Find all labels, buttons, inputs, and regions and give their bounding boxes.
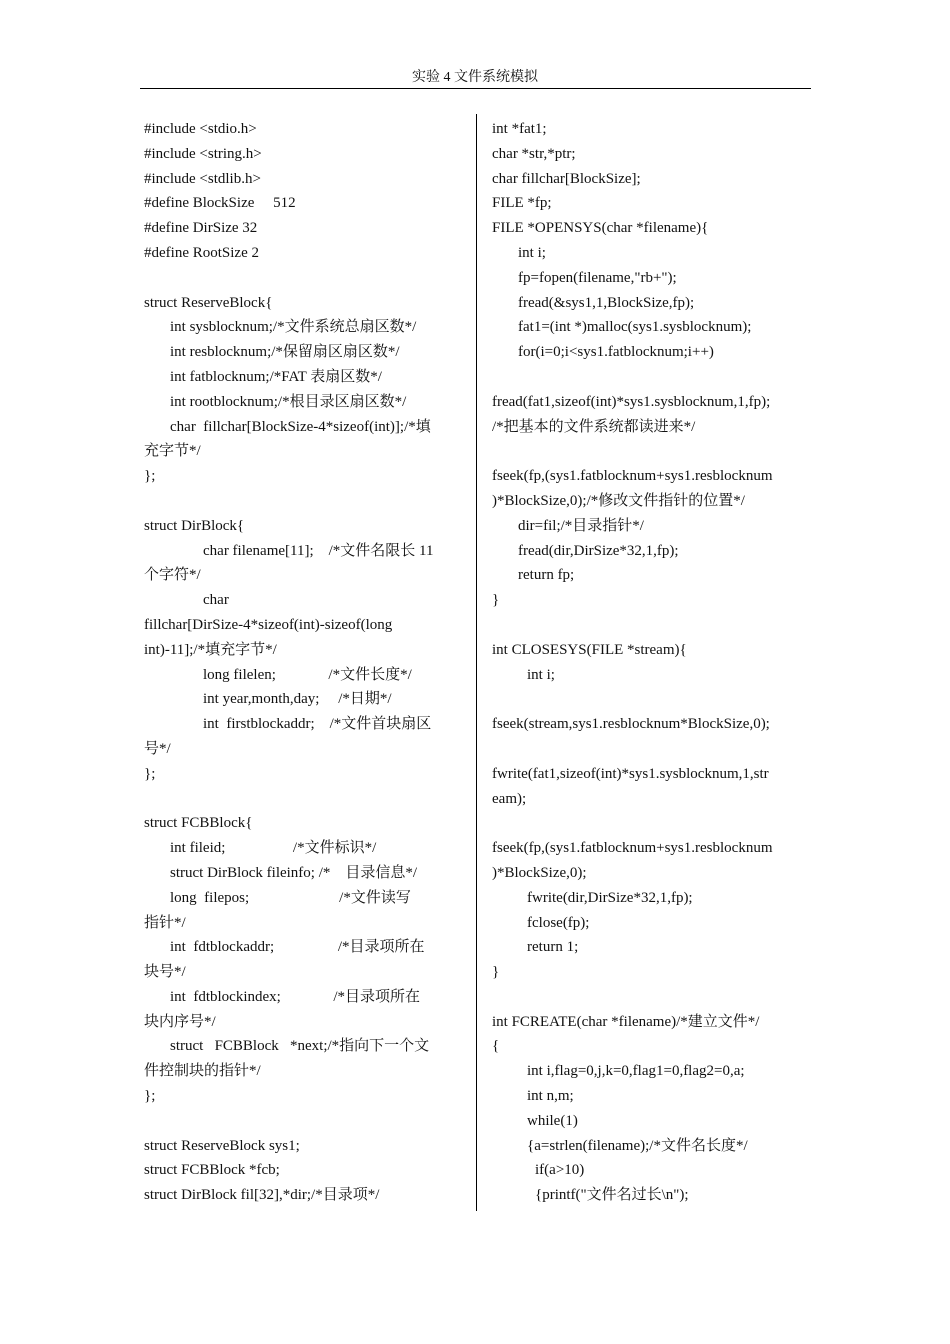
code-line [492, 439, 810, 464]
code-line: if(a>10) [535, 1162, 585, 1179]
code-line: {a=strlen(filename);/*文件名长度*/ [527, 1137, 748, 1154]
code-line [492, 985, 810, 1010]
code-line: int resblocknum;/*保留扇区扇区数*/ [170, 344, 400, 361]
code-line: #define DirSize 32 [144, 220, 258, 237]
code-line: struct DirBlock fil[32],*dir;/*目录项*/ [144, 1187, 380, 1204]
code-line: struct FCBBlock *next;/*指向下一个文 [170, 1038, 430, 1055]
code-line: int firstblockaddr; /*文件首块扇区 [203, 716, 432, 733]
code-line: fat1=(int *)malloc(sys1.sysblocknum); [518, 319, 752, 336]
code-line: int fileid; /*文件标识*/ [170, 840, 377, 857]
code-line [144, 266, 460, 291]
code-line: } [492, 964, 500, 981]
code-line: )*BlockSize,0); [492, 864, 587, 881]
code-line: #include <stdio.h> [144, 121, 257, 137]
code-line: #include <stdlib.h> [144, 170, 261, 187]
code-line: struct DirBlock fileinfo; /* 目录信息*/ [170, 864, 418, 881]
code-line: fread(dir,DirSize*32,1,fp); [518, 542, 679, 559]
code-line: int sysblocknum;/*文件系统总扇区数*/ [170, 319, 417, 336]
code-line: dir=fil;/*目录指针*/ [518, 517, 644, 534]
code-line: char *str,*ptr; [492, 145, 576, 162]
code-line: fseek(fp,(sys1.fatblocknum+sys1.resblocknum [492, 468, 773, 485]
code-column-left [144, 117, 460, 1208]
code-line: }; [144, 765, 156, 782]
code-line: char fillchar[BlockSize]; [492, 170, 641, 187]
code-line: int i; [518, 244, 546, 261]
code-line: long filepos; /*文件读写 [170, 889, 411, 906]
code-line: int i,flag=0,j,k=0,flag1=0,flag2=0,a; [527, 1063, 745, 1080]
code-line: fseek(stream,sys1.resblocknum*BlockSize,0); [492, 716, 770, 733]
code-line: 块号*/ [144, 964, 186, 981]
code-line: int n,m; [527, 1088, 574, 1105]
page-header-title: 实验 4 文件系统模拟 [412, 70, 538, 85]
code-line: fclose(fp); [527, 914, 590, 931]
code-line: 件控制块的指针*/ [144, 1063, 261, 1080]
code-line [492, 737, 810, 762]
code-line: int *fat1; [492, 121, 547, 137]
code-line [144, 489, 460, 514]
code-line: int rootblocknum;/*根目录区扇区数*/ [170, 393, 407, 410]
code-line: return fp; [518, 567, 575, 584]
code-line: }; [144, 1088, 156, 1105]
code-line: } [492, 592, 500, 609]
code-line: while(1) [527, 1112, 578, 1129]
code-line: FILE *OPENSYS(char *filename){ [492, 220, 709, 237]
code-line: struct DirBlock{ [144, 517, 245, 534]
code-line: #include <string.h> [144, 145, 262, 162]
code-line: int FCREATE(char *filename)/*建立文件*/ [492, 1013, 760, 1030]
code-line: struct ReserveBlock{ [144, 294, 273, 311]
code-line: eam); [492, 790, 527, 807]
code-line: 号*/ [144, 740, 171, 757]
code-line: fwrite(dir,DirSize*32,1,fp); [527, 889, 693, 906]
code-line: 块内序号*/ [144, 1013, 216, 1030]
code-line: /*把基本的文件系统都读进来*/ [492, 418, 696, 435]
code-line: )*BlockSize,0);/*修改文件指针的位置*/ [492, 492, 745, 509]
code-line: fseek(fp,(sys1.fatblocknum+sys1.resblocknum [492, 840, 773, 857]
code-line: int CLOSESYS(FILE *stream){ [492, 641, 687, 658]
code-line: int fdtblockindex; /*目录项所在 [170, 988, 420, 1005]
code-line: long filelen; /*文件长度*/ [203, 666, 412, 683]
code-line: int i; [527, 666, 555, 683]
header-rule [140, 88, 811, 89]
code-line: 指针*/ [144, 914, 186, 931]
code-line: char fillchar[BlockSize-4*sizeof(int)];/*填 [170, 418, 431, 435]
code-line [492, 687, 810, 712]
code-line: 个字符*/ [144, 567, 201, 584]
code-line [144, 787, 460, 812]
code-line: fp=fopen(filename,"rb+"); [518, 269, 677, 286]
code-line: }; [144, 468, 156, 485]
code-line: struct ReserveBlock sys1; [144, 1137, 300, 1154]
code-line: int)-11];/*填充字节*/ [144, 641, 277, 658]
code-line: char filename[11]; /*文件名限长 11 [203, 542, 434, 559]
code-line: #define BlockSize 512 [144, 195, 296, 212]
code-line: int fdtblockaddr; /*目录项所在 [170, 939, 425, 956]
code-line [144, 1109, 460, 1134]
code-line: 充字节*/ [144, 443, 201, 460]
code-line: return 1; [527, 939, 579, 956]
code-line: struct FCBBlock *fcb; [144, 1162, 280, 1179]
code-line: #define RootSize 2 [144, 244, 259, 261]
code-line [492, 811, 810, 836]
code-line: { [492, 1038, 500, 1055]
code-line: FILE *fp; [492, 195, 552, 212]
code-column-right [492, 117, 810, 1208]
code-line: char [203, 592, 229, 609]
code-line: fread(&sys1,1,BlockSize,fp); [518, 294, 695, 311]
code-line: fread(fat1,sizeof(int)*sys1.sysblocknum,1,fp); [492, 393, 771, 410]
code-line: for(i=0;i<sys1.fatblocknum;i++) [518, 344, 714, 361]
code-line [492, 365, 810, 390]
code-line [492, 613, 810, 638]
code-line: int year,month,day; /*日期*/ [203, 691, 392, 708]
column-divider [476, 114, 477, 1211]
code-line: {printf("文件名过长\n"); [535, 1187, 689, 1204]
code-line: int fatblocknum;/*FAT 表扇区数*/ [170, 368, 382, 385]
code-line: fwrite(fat1,sizeof(int)*sys1.sysblocknum,1,str [492, 765, 769, 782]
code-line: fillchar[DirSize-4*sizeof(int)-sizeof(long [144, 616, 393, 633]
code-line: struct FCBBlock{ [144, 815, 253, 832]
